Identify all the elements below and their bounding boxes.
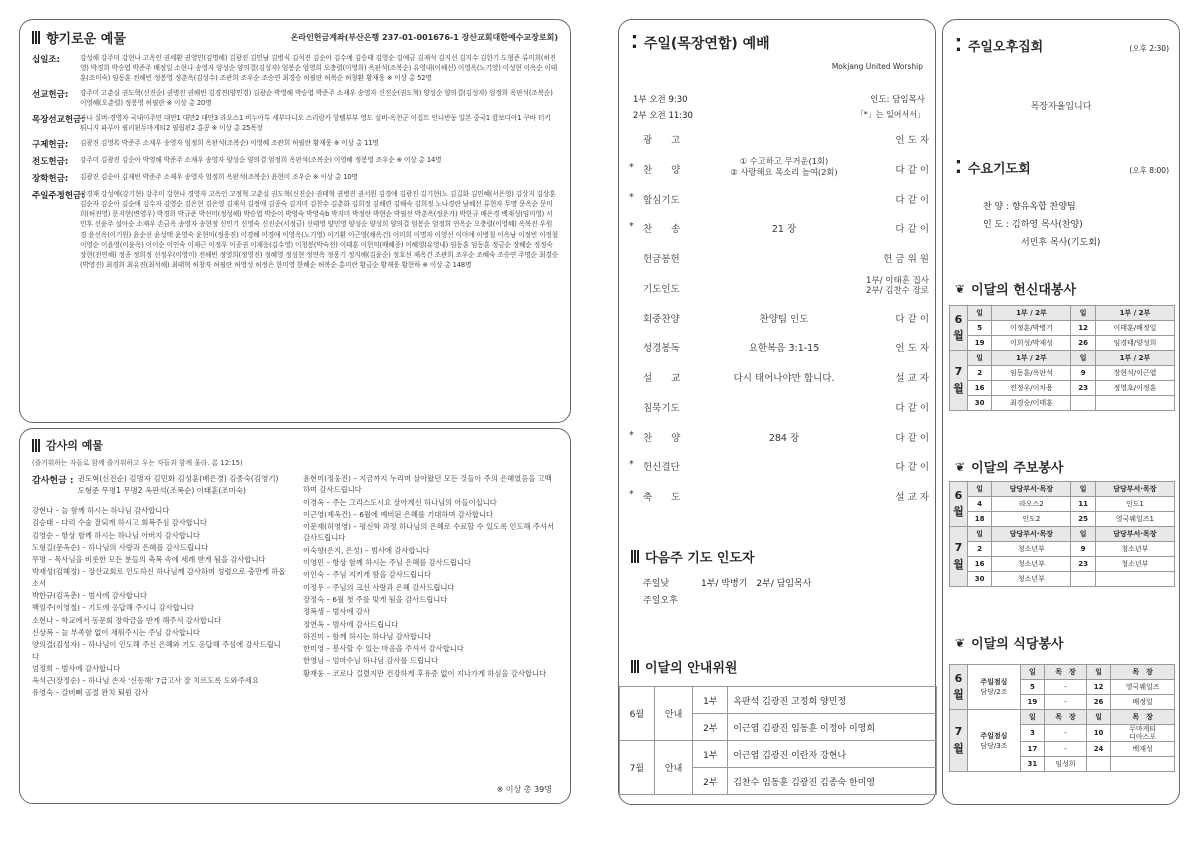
wednesday-praise: 찬 양 : 향유옥합 찬양팀 [983, 202, 1076, 212]
worship-item-leader: 설 교 자 [895, 373, 929, 385]
thanks-item: 이근영(제옥건) – 6월에 예비된 은혜를 기대하며 감사합니다 [303, 509, 494, 519]
ushers-table [619, 686, 937, 795]
worship-item-content: ① 수고하고 무거운(1회) ② 사랑해요 목소리 높여(2회) [730, 155, 838, 177]
duty-cell: - [1045, 725, 1087, 742]
offering-names: 김광진 김순아 김재빈 박준주 소재우 송영자 엄정희 옥판석(조복순) 윤현미 조우순 ※ 이상 총 10명 [80, 173, 358, 182]
duty-cell: 4 [968, 497, 992, 512]
next-prayer-line1-value: 1부/ 박병기 2부/ 담임목사 [701, 579, 812, 589]
duty-cell: 26 [1071, 336, 1095, 351]
dining-title-wrap [955, 633, 1064, 652]
duty-cell: 16 [968, 381, 992, 396]
worship-item-content: 21 장 [771, 224, 797, 236]
gifts-account: 온라인헌금계좌(부산은행 237-01-001676-1 장산교회대한예수교장로회) [290, 33, 558, 42]
worship-item-leader: 인 도 자 [895, 135, 929, 146]
worship-item-leader: 1부/ 이태훈 집사 2부/ 김찬수 장로 [866, 275, 929, 297]
thanks-item: 정연옥 – 범사에 감사드립니다 [303, 619, 399, 629]
thanks-item: 백임주(이영철) – 기도에 응답해 주시니 감사합니다 [32, 603, 194, 613]
duty-header-cell: 일 [968, 527, 992, 542]
duty-header-cell: 1부 / 2부 [1095, 306, 1174, 321]
worship-panel [618, 19, 936, 805]
thanks-item: 하진미 – 함께 하시는 하나님 감사합니다 [303, 631, 432, 641]
duty-header-row [950, 351, 1175, 366]
square-bullet-icon [631, 550, 639, 563]
worship-row [619, 132, 937, 148]
thanks-title: 감사의 예물 [46, 439, 103, 452]
thanks-right-list [303, 473, 558, 679]
duty-month-text: 6 월 [953, 671, 964, 701]
leaf-bullet-icon: ❦ [955, 635, 966, 650]
worship-title: 주일(목장연합) 예배 [643, 36, 770, 52]
thanks-item: 이경옥 – 주는 그리스도시요 살아계신 하나님의 아들이십니다 [303, 497, 497, 507]
worship-item-content: 찬양팀 인도 [759, 313, 809, 325]
gifts-title-wrap [32, 28, 126, 47]
bulletin-table [949, 481, 1175, 587]
offering-names: 강성해 강주미 강현나 고옥인 권세환 권영민(김명해) 김광진 김민남 김병식 김석진 김순아 김수예 김승태 김영순 김예금 김재석 김지선 김지수 김한기 도형준 류미희(허진영) 박경희 박승엽 박준주 배정일 소현나 송영자 양성순 양의결(김성자) 엄봉순 엄영희 오충렬(이영희) 옥판석(조복순) 유영내(이혜선) 이영옥(노기영) 이성현 이옥순 이태훈(조미숙) 임동훈 전해빈 정봉영 정춘옥(김성수) 조관희 조우순 조승연 최경승 허필란 허복순 허창환 황재웅 ※ 이상 총 52명 [80, 54, 558, 83]
duty-row [950, 366, 1175, 381]
duty-header-cell: 일 [968, 482, 992, 497]
worship-leader-note: 「*」는 일어서서」 [855, 110, 925, 119]
worship-item-leader: 다 같 이 [895, 432, 929, 444]
usher-part: 1부 [693, 687, 728, 714]
duty-cell [1071, 572, 1095, 587]
worship-item-leader: 다 같 이 [895, 402, 929, 414]
offering-label: 십일조: [32, 55, 61, 65]
duty-cell: 18 [968, 512, 992, 527]
dining-title: 이달의 식당봉사 [971, 637, 1064, 652]
afternoon-time: (오후 2:30) [1129, 44, 1169, 53]
duty-cell: 9 [1071, 542, 1095, 557]
duty-header-cell: 1부 / 2부 [992, 351, 1071, 366]
duty-header-row [950, 710, 1175, 725]
duty-cell: 16 [968, 557, 992, 572]
worship-item-name: 침묵기도 [643, 402, 680, 414]
wednesday-title-wrap [955, 158, 1031, 177]
usher-row [620, 687, 937, 714]
worship-row [619, 340, 937, 356]
usher-label: 안내 [654, 687, 693, 741]
thanks-item: 이숙향(은지, 은성) – 범사에 감사합니다 [303, 545, 430, 555]
worship-row [619, 275, 937, 297]
duty-cell: 이태훈/배정일 [1095, 321, 1174, 336]
worship-row [619, 251, 937, 267]
colon-bullet-icon: ⁚ [631, 32, 638, 53]
duty-month-text: 7 월 [953, 725, 964, 755]
thanks-item: 도형길(문옥순) – 하나님의 사랑과 은혜를 감사드립니다 [32, 542, 209, 552]
duty-row [950, 321, 1175, 336]
worship-item-leader: 다 같 이 [895, 313, 929, 325]
duty-month [950, 665, 968, 710]
thanks-item: 이정우 – 주님의 크신 사랑과 은혜 감사드립니다 [303, 582, 455, 592]
schedule-panel [942, 19, 1180, 805]
worship-item-leader: 다 같 이 [895, 164, 929, 176]
offering-row [32, 155, 558, 167]
duty-month-text: 6 월 [953, 312, 964, 342]
duty-month [950, 482, 968, 527]
offering-names: 강주미 김광진 김순아 박영해 박준주 소재우 송영자 양성순 양의결 엄정희 옥판석(조복순) 이영혜 정봉영 조우순 ※ 이상 총 14명 [80, 156, 442, 165]
afternoon-text: 목장자율입니다 [1030, 102, 1092, 112]
duty-cell: 26 [1086, 695, 1110, 710]
worship-star: * [629, 161, 634, 173]
duty-cell: 두마게티 디아스포 [1111, 725, 1175, 742]
worship-item-name: 찬 양 [643, 432, 681, 444]
ushers-title: 이달의 안내위원 [645, 661, 738, 676]
devotion-title-wrap [955, 279, 1076, 298]
duty-cell: 19 [1020, 695, 1044, 710]
thanks-total: ※ 이상 총 39명 [496, 785, 552, 794]
worship-item-leader: 다 같 이 [895, 462, 929, 474]
worship-star: * [629, 191, 634, 203]
bulletin-title-wrap [955, 457, 1064, 476]
wednesday-time: (오후 8:00) [1129, 166, 1169, 175]
duty-cell: 3 [1020, 725, 1044, 742]
duty-header-cell: 일 [1020, 665, 1044, 680]
duty-month-text: 6 월 [953, 488, 964, 518]
duty-cell: 배정일 [1111, 695, 1175, 710]
square-bullet-icon [631, 660, 639, 673]
duty-cell: 청소년부 [992, 572, 1071, 587]
thanks-title-wrap [32, 437, 558, 453]
duty-cell [1071, 396, 1095, 411]
thanks-item: 정복생 – 범사에 감사 [303, 607, 370, 617]
offering-label: 전도헌금: [32, 157, 69, 168]
duty-cell: 23 [1071, 557, 1095, 572]
square-bullet-icon [32, 31, 40, 44]
usher-month: 7월 [620, 741, 655, 795]
offering-names: 강주미 고춘실 권도혁(신진순) 권병진 권해빈 김경진(양민경) 김광순 박영해 박승엽 박준주 소재우 송영자 신진순(권도혁) 양성순 양의결(김성자) 엄정희 옥판석(조복순) 이영혜(오춘렬) 정봉영 허필란 ※ 이상 총 20명 [80, 89, 553, 108]
duty-header-cell: 담당부서·목장 [992, 527, 1071, 542]
worship-item-name: 찬 양 [643, 164, 681, 176]
duty-row [950, 381, 1175, 396]
worship-item-name: 기도인도 [643, 283, 680, 295]
duty-cell: 청소년부 [992, 542, 1071, 557]
duty-header-row [950, 665, 1175, 680]
duty-cell: 19 [968, 336, 992, 351]
offering-names: 강경재 강성애(강기현) 강주미 강현나 경영자 고옥인 고정혁 고춘실 권도혁(신진순) 권태혁 권병진 권서원 김경애 김광진 김기현(노 김길화 김민혜(서은영) 김상지 김상훈 김순자 김순아 김순애 김수자 김영순 김은현 김은영 김재석 김정애 김종숙 김지미 김찬수 김춘화 김희정 김해련 김해숙 김희정 노나경란 남혜선 류현자 무명 문옥순 문미희(허진영) 문지현(변영우) 박경희 박규준 박선미(정성해) 박승엽 박순이 박영숙 박영숙b 박지미 박정란 박현순 박필선 박춘옥(정운가) 박한규 배은경 백재성(임미영) 서민후 선윤주 설아순 소재우 손금옥 송영자 송현정 신민기 신영숙 신진순(서정금) 신태영 양민영 양성순 양성희 양의결 엄봉순 엄정희 연옥순 오충렬(이영혜) 옥복진 우원경 윤선옥(이기원) 윤순선 윤성택 윤영숙 윤현미(정웅진) 이경혜 이경애 이영옥(노기영) 이기환 이근영(채옥건) 이미희 이명자 이영선 이미애 이병철 이옥남 이정빈 이정철 이영순 이윤영(이윤옥) 이이순 이인숙 이재근 이정우 이종권 이재응(김수영) 이청봉(박숙전) 이태훈 이헌익(배혜종) 이혜영(유영내) 임동훈 임동훈 정금순 장혜순 정정숙 장현(전연해) 정종 정희정 선정우(이영미) 전해빈 정영희(정영진) 정혜영 정성현 정연옥 정웅기 정지해(김윤순) 정호선 제옥건 조관희 조우순 조혜숙 조승연 주명순 최경승(박영진) 최경희 최유진(최석해) 최태혁 허창자 허필란 허영성 허정은 한미영 한혜순 허복순 홍미란 황금순 황재웅 황현하 ※ 이상 총 148명 [80, 190, 559, 269]
worship-item-name: 찬 송 [643, 224, 681, 236]
worship-item-name: 헌신결단 [643, 462, 680, 474]
duty-cell: 최경승/이태훈 [992, 396, 1071, 411]
duty-row [950, 557, 1175, 572]
next-prayer-line2-label: 주일오후 [643, 596, 678, 606]
duty-header-cell: 1부 / 2부 [992, 306, 1071, 321]
duty-header-cell: 일 [968, 306, 992, 321]
duty-header-cell: 1부 / 2부 [1095, 351, 1174, 366]
duty-cell [1095, 572, 1174, 587]
duty-header-row [950, 527, 1175, 542]
worship-item-name: 회중찬양 [643, 313, 680, 325]
duty-cell: 정영호/이정훈 [1095, 381, 1174, 396]
duty-cell: 인도1 [1095, 497, 1174, 512]
worship-time1: 1부 오전 9:30 [633, 95, 688, 105]
thanks-left-list [32, 505, 287, 699]
duty-cell: 이희성/박재성 [992, 336, 1071, 351]
duty-month [950, 306, 968, 351]
duty-cell [1086, 757, 1110, 772]
duty-header-cell: 담당부서·목장 [1095, 482, 1174, 497]
duty-cell: 10 [1086, 725, 1110, 742]
duty-header-cell: 목 장 [1045, 665, 1087, 680]
worship-row [619, 221, 937, 237]
thanks-item: 박한규(김옥춘) – 범사에 감사합니다 [32, 591, 147, 601]
offering-row [32, 88, 558, 108]
duty-cell: 5 [1020, 680, 1044, 695]
thanks-item: 이영민 – 항상 함께 하시는 주님 은혜를 감사드립니다 [303, 558, 471, 568]
wednesday-leader2: 서민후 목사(기도회) [1021, 238, 1101, 248]
duty-cell: 라오스2 [992, 497, 1071, 512]
duty-team-name: 주일점심 [980, 731, 1008, 740]
duty-cell: 청소년부 [992, 557, 1071, 572]
offering-label: 주일주정헌금: [32, 191, 85, 202]
duty-row [950, 542, 1175, 557]
duty-team [968, 665, 1021, 710]
offering-names: 김광진 김영록 박준주 소재우 송영자 엄정희 옥판석(조복순) 이영혜 조관희 허필란 황재웅 ※ 이상 총 11명 [80, 139, 379, 148]
thanks-item: 이문재(허영영) – 평신학 과정 하나님의 은혜로 수료할 수 있도록 인도해 주셔서 감사드립니다 [303, 522, 555, 543]
worship-row [619, 400, 937, 416]
wednesday-leader: 인 도 : 김하영 목사(찬양) [983, 220, 1083, 230]
colon-bullet-icon: ⁚ [955, 34, 962, 56]
duty-cell: - [1045, 680, 1087, 695]
duty-cell: 영국웨일즈1 [1095, 512, 1174, 527]
duty-cell: 청소년부 [1095, 557, 1174, 572]
duty-header-cell: 목 장 [1111, 710, 1175, 725]
duty-month [950, 351, 968, 411]
worship-item-name: 설 교 [643, 373, 681, 385]
duty-header-cell: 일 [1071, 527, 1095, 542]
afternoon-title: 주일오후집회 [967, 40, 1044, 55]
duty-cell: 임동훈/옥판석 [992, 366, 1071, 381]
duty-cell: 이정훈/박병기 [992, 321, 1071, 336]
thanks-item: 유영숙 – 갈비뼈 골절 완치 퇴원 감사 [32, 688, 149, 698]
worship-order [619, 132, 937, 522]
duty-cell: 영국웨일즈 [1111, 680, 1175, 695]
offering-label: 구제헌금: [32, 140, 69, 151]
duty-header-cell: 일 [1071, 482, 1095, 497]
usher-part: 1부 [693, 741, 728, 768]
duty-cell: 2 [968, 542, 992, 557]
duty-row [950, 396, 1175, 411]
duty-cell [1111, 757, 1175, 772]
usher-label: 안내 [654, 741, 693, 795]
duty-cell: 23 [1071, 381, 1095, 396]
thanks-item: 무명 – 목사님을 비롯한 모든 분들의 축복 속에 세례 받게 됨을 감사합니다 [32, 555, 266, 565]
offering-row [32, 53, 558, 83]
worship-row [619, 370, 937, 386]
offering-row [32, 113, 558, 133]
wednesday-title: 수요기도회 [967, 162, 1031, 177]
offering-label: 선교헌금: [32, 90, 69, 101]
thanks-head-names: 권도혁(신진순) 김명자 김민화 김성훈(배은경) 김종숙(김영기) 도형준 무명1 무명2 옥판석(조복순) 이태훈(조미숙) [77, 474, 279, 495]
worship-row [619, 430, 937, 446]
leaf-bullet-icon: ❦ [955, 459, 966, 474]
duty-header-cell: 담당부서·목장 [1095, 527, 1174, 542]
usher-names: 김찬수 임동훈 김광진 김종숙 한미영 [728, 768, 937, 795]
worship-star: * [629, 459, 634, 471]
worship-item-content: 284 장 [768, 432, 800, 444]
duty-cell: - [1045, 742, 1087, 757]
offering-row [32, 189, 558, 269]
duty-team-group: 담당/2조 [980, 688, 1008, 696]
worship-item-content: 다시 태어나야만 합니다. [733, 373, 835, 385]
duty-cell: 백재성 [1111, 742, 1175, 757]
duty-cell: 12 [1071, 321, 1095, 336]
duty-row [950, 512, 1175, 527]
dining-table [949, 664, 1175, 772]
thanks-item: 이인숙 – 주님 지키게 함을 감사드립니다 [303, 570, 432, 580]
thanks-item: 김승태 – 다리 수술 잘되게 하시고 회복주심 감사합니다 [32, 518, 207, 528]
worship-item-content: 요한복음 3:1-15 [748, 343, 820, 355]
duty-cell: 12 [1086, 680, 1110, 695]
thanks-item: 황재웅 – 코로나 걸렸지만 건강하게 후유증 없이 지나가게 하심을 감사합니다 [303, 668, 547, 678]
worship-row [619, 459, 937, 475]
usher-names: 옥판석 김광진 고정희 양민정 [728, 687, 937, 714]
worship-item-leader: 인 도 자 [895, 343, 929, 355]
duty-cell: 11 [1071, 497, 1095, 512]
duty-month [950, 710, 968, 772]
duty-cell: 5 [968, 321, 992, 336]
thanks-item: 박재성(김혜정) – 장산교회로 인도하신 하나님께 감사하며 성령으로 충만케 하옵소서 [32, 567, 286, 588]
duty-cell [1095, 396, 1174, 411]
thanks-item: 장정숙 – 6월 첫 주를 맞게 됨을 감사드립니다 [303, 594, 448, 604]
offering-label: 장학헌금: [32, 174, 69, 185]
usher-part: 2부 [693, 768, 728, 795]
duty-header-cell: 일 [1020, 710, 1044, 725]
offering-row [32, 172, 558, 184]
next-prayer-title: 다음주 기도 인도자 [645, 551, 755, 566]
worship-star: * [629, 489, 634, 501]
duty-cell: 31 [1020, 757, 1044, 772]
colon-bullet-icon: ⁚ [955, 156, 962, 178]
duty-header-cell: 목 장 [1111, 665, 1175, 680]
thanks-item: 강현나 – 늘 함께 하시는 하나님 감사합니다 [32, 506, 170, 515]
thanks-item: 김영순 – 항상 함께 하시는 하나님 아버지 감사합니다 [32, 530, 200, 540]
duty-cell: 30 [968, 396, 992, 411]
worship-item-leader: 다 같 이 [895, 194, 929, 206]
worship-star: * [629, 221, 634, 233]
duty-cell: 30 [968, 572, 992, 587]
duty-header-cell: 일 [968, 351, 992, 366]
duty-team-name: 주일점심 [980, 678, 1008, 686]
worship-item-leader: 헌 금 위 원 [883, 254, 929, 266]
usher-month: 6월 [620, 687, 655, 741]
duty-header-cell: 일 [1086, 665, 1110, 680]
duty-cell: 임경태/양성희 [1095, 336, 1174, 351]
thanks-item: 한미영 – 봉사할 수 있는 마음을 주셔서 감사합니다 [303, 644, 464, 654]
worship-row [619, 489, 937, 505]
worship-title-wrap [631, 33, 770, 53]
thanks-item: 엄정희 – 범사에 감사합니다 [32, 663, 121, 673]
thanks-head-label: 감사헌금 : [32, 476, 74, 486]
worship-row [619, 155, 937, 178]
bulletin-title: 이달의 주보봉사 [971, 461, 1064, 476]
duty-cell: - [1045, 695, 1087, 710]
gifts-title: 향기로운 예물 [46, 32, 126, 47]
worship-subtitle: Mokjang United Worship [831, 62, 923, 71]
worship-item-name: 성경봉독 [643, 343, 680, 355]
thanks-note: (즐거워하는 자들로 함께 즐거워하고 우는 자들과 함께 울라. 롬 12:15) [32, 459, 243, 467]
duty-cell: 9 [1071, 366, 1095, 381]
duty-cell: 인도2 [992, 512, 1071, 527]
duty-cell: 장현석/이근엽 [1095, 366, 1174, 381]
worship-row [619, 192, 937, 208]
duty-header-cell: 일 [1071, 351, 1095, 366]
thanks-panel [19, 428, 571, 804]
duty-cell: 2 [968, 366, 992, 381]
thanks-item: 양의결(김성자) – 하나님이 인도해 주신 은혜와 기도 응답해 주심에 감사드립니다 [32, 640, 281, 661]
duty-cell: 임성희 [1045, 757, 1087, 772]
duty-header-cell: 일 [1071, 306, 1095, 321]
afternoon-title-wrap [955, 36, 1043, 55]
duty-month-text: 7 월 [953, 541, 964, 571]
duty-header-cell: 목 장 [1045, 710, 1087, 725]
offering-label: 목장선교헌금: [32, 115, 85, 126]
devotion-title: 이달의 헌신대봉사 [971, 283, 1077, 298]
thanks-item: 소현나 – 학교에서 동문회 장학금을 받게 해주셔 감사합니다 [32, 615, 222, 625]
leaf-bullet-icon: ❦ [955, 281, 966, 296]
gifts-panel [19, 19, 571, 423]
duty-cell: 청소년부 [1095, 542, 1174, 557]
duty-team-group: 담당/3조 [980, 741, 1008, 750]
devotion-table [949, 305, 1175, 411]
duty-cell: 전정우/이차용 [992, 381, 1071, 396]
usher-names: 이근엽 김광진 이란자 강현나 [728, 741, 937, 768]
thanks-item: 신상복 – 늘 부족함 없이 채워주시는 주님 감사합니다 [32, 627, 200, 637]
worship-row [619, 311, 937, 327]
worship-star: * [629, 429, 634, 441]
worship-item-name: 합심기도 [643, 194, 680, 206]
duty-header-cell: 일 [1086, 710, 1110, 725]
duty-cell: 17 [1020, 742, 1044, 757]
thanks-item: 옥석근(장정순) – 하나님 손자 '신동해' 7급고사 잘 치르도록 도와주세요 [32, 676, 259, 686]
worship-time2: 2부 오전 11:30 [633, 111, 693, 121]
next-prayer-title-wrap [631, 547, 755, 566]
duty-team [968, 710, 1021, 772]
worship-item-name: 헌금봉헌 [643, 254, 680, 266]
next-prayer-line1-label: 주일낮 [643, 579, 670, 589]
worship-item-name: 축 도 [643, 492, 681, 504]
duty-row [950, 497, 1175, 512]
thanks-item: 한영님 – 엄마수님 하나님 감사를 드립니다 [303, 656, 439, 666]
duty-cell: 24 [1086, 742, 1110, 757]
offering-names: 가나 실버-경영자 국내이주민 대만1 대만2 대만3 라오스1 비누아투 세부다니오 스리랑카 앙텔부부 영도 실버-옥천군 이집트 인니반둥 일본 중국1 캄보디아1 쿠바 터키 튀니지 파푸아 필리핀두마게티2 필립핀2 홍콩 ※ 이상 총 25목장 [80, 114, 551, 133]
duty-row [950, 572, 1175, 587]
duty-row [950, 336, 1175, 351]
usher-part: 2부 [693, 714, 728, 741]
worship-item-leader: 설 교 자 [895, 492, 929, 504]
duty-header-cell: 담당부서·목장 [992, 482, 1071, 497]
duty-cell: 25 [1071, 512, 1095, 527]
thanks-item: 윤현미(정웅진) – 지금까지 누리며 살아왔던 모든 것들이 주의 은혜였음을 고백하며 감사드립니다 [303, 474, 552, 495]
worship-item-name: 광 고 [643, 135, 681, 146]
ushers-title-wrap [631, 657, 737, 676]
usher-row [620, 741, 937, 768]
duty-month-text: 7 월 [953, 365, 964, 395]
duty-header-row [950, 306, 1175, 321]
gifts-list [32, 53, 558, 270]
usher-names: 이근엽 김광진 임동훈 이정아 이영희 [728, 714, 937, 741]
offering-row [32, 138, 558, 150]
worship-leader: 인도: 담임목사 [870, 95, 925, 105]
square-bullet-icon [32, 439, 40, 452]
duty-header-row [950, 482, 1175, 497]
duty-month [950, 527, 968, 587]
worship-item-leader: 다 같 이 [895, 224, 929, 236]
